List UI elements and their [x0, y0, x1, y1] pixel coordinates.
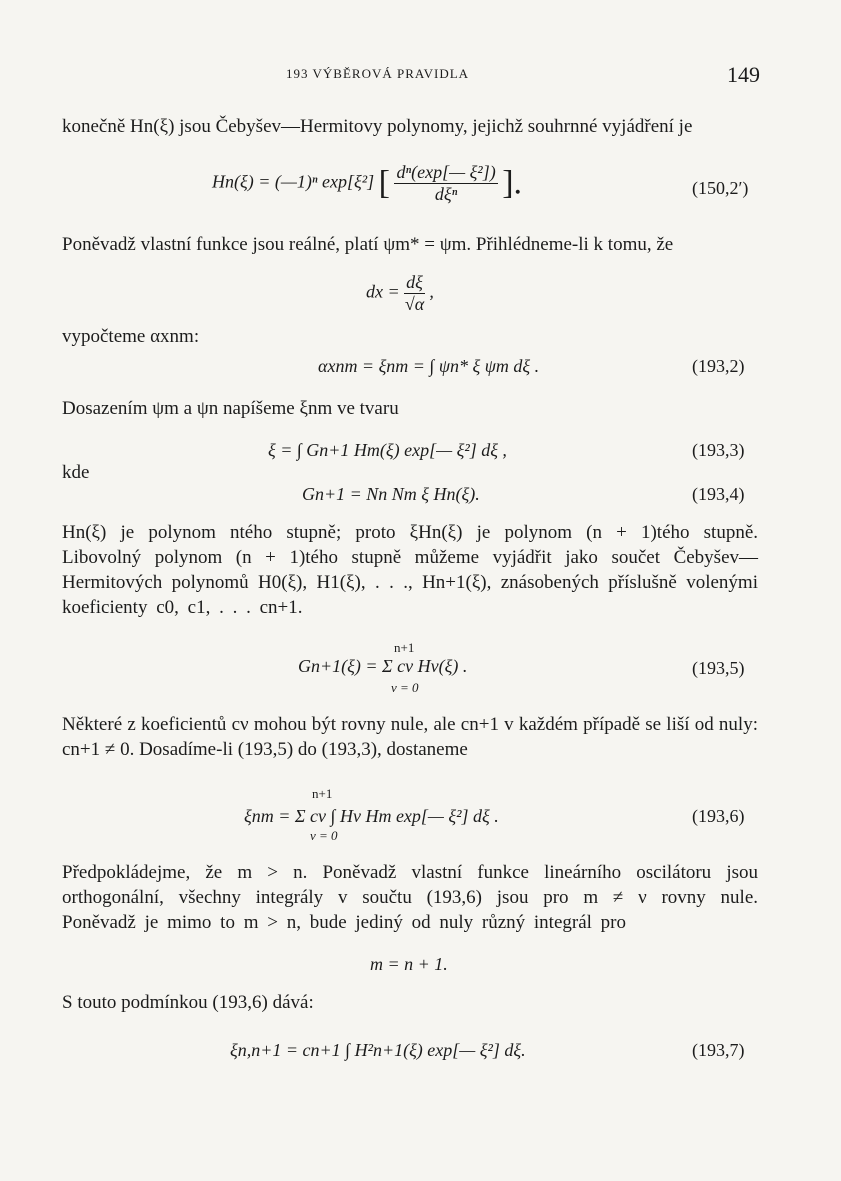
equation-193-4: Gn+1 = Nn Nm ξ Hn(ξ). — [302, 484, 480, 504]
equation-dx — [366, 272, 434, 315]
paragraph-coefficients: Některé z koeficientů cν mohou být rovny nule, ale cn+1 v každém případě se liší od nuly: cn+1 ≠ 0. Dosadíme-li (193,5) do (193,3), dostaneme — [62, 714, 758, 760]
equation-150-2-number: (150,2′) — [692, 178, 749, 198]
equation-193-7: ξn,n+1 = cn+1 ∫ H²n+1(ξ) exp[— ξ²] dξ. — [230, 1040, 526, 1060]
equation-193-2-number: (193,2) — [692, 356, 745, 376]
equation-193-7-number: (193,7) — [692, 1040, 745, 1060]
equation-150-2-fraction — [394, 162, 497, 205]
equation-dx-numerator: dξ — [406, 272, 423, 292]
paragraph-substitution: Dosazením ψm a ψn napíšeme ξnm ve tvaru — [62, 398, 399, 419]
equation-193-4-number: (193,4) — [692, 484, 745, 504]
running-title: 193 VÝBĚROVÁ PRAVIDLA — [286, 66, 470, 81]
equation-150-2-denominator: dξⁿ — [434, 184, 458, 204]
equation-193-5: Gn+1(ξ) = Σ cν Hν(ξ) . — [298, 656, 468, 676]
equation-150-2-numerator: dⁿ(exp[— ξ²]) — [396, 162, 496, 182]
paragraph-compute-alpha-x: vypočteme αxnm: — [62, 326, 200, 347]
equation-dx-lhs: dx = — [366, 281, 405, 302]
equation-193-5-upper-limit: n+1 — [394, 640, 415, 655]
equation-193-6-lower-limit: ν = 0 — [310, 828, 338, 843]
equation-193-6-number: (193,6) — [692, 806, 745, 826]
paragraph-real-functions: Poněvadž vlastní funkce jsou reálné, platí ψm* = ψm. Přihlédneme-li k tomu, že — [62, 234, 674, 255]
equation-193-2: αxnm = ξnm = ∫ ψn* ξ ψm dξ . — [318, 356, 540, 376]
equation-193-3: ξ = ∫ Gn+1 Hm(ξ) exp[— ξ²] dξ , — [268, 440, 507, 460]
paragraph-hermite-definition: konečně Hn(ξ) jsou Čebyšev—Hermitovy polynomy, jejichž souhrnné vyjádření je — [62, 116, 693, 137]
equation-193-6: ξnm = Σ cν ∫ Hν Hm exp[— ξ²] dξ . — [244, 806, 499, 826]
label-kde: kde — [62, 462, 90, 483]
equation-150-2: Hn(ξ) = (—1)ⁿ exp[ξ²] [ $\frac{\text{dⁿ(exp[— ξ²])}}{\text{dξⁿ}}$ ]. — [212, 162, 523, 204]
equation-193-3-number: (193,3) — [692, 440, 745, 460]
equation-dx-tail: , — [429, 281, 434, 302]
equation-193-6-upper-limit: n+1 — [312, 786, 333, 801]
equation-m-equals-n-plus-1: m = n + 1. — [370, 954, 448, 974]
equation-dx-denominator: √α — [404, 294, 425, 314]
paragraph-condition: S touto podmínkou (193,6) dává: — [62, 992, 314, 1013]
page-number: 149 — [727, 62, 760, 87]
equation-193-5-lower-limit: ν = 0 — [391, 680, 419, 695]
paragraph-polynomial-degree: Hn(ξ) je polynom ntého stupně; proto ξHn(ξ) je polynom (n + 1)tého stupně. Libovolný polynom (n + 1)tého stupně můžeme vyjádřit jako součet Čebyšev—Hermitových polynomů H0(ξ), H1(ξ), . . ., Hn+1(ξ), znásobených příslušně volenými koeficienty c0, c1, . . . cn+1. — [62, 522, 758, 618]
equation-150-2-lhs: Hn(ξ) = (—1)ⁿ exp[ξ²] — [212, 171, 375, 192]
equation-193-5-number: (193,5) — [692, 658, 745, 678]
equation-dx-fraction — [404, 272, 425, 315]
equation-150-2-tail: ]. — [502, 164, 523, 202]
page-header — [60, 62, 760, 92]
paragraph-orthogonality: Předpokládejme, že m > n. Poněvadž vlastní funkce lineárního oscilátoru jsou orthogonální, všechny integrály v součtu (193,6) jsou pro m ≠ ν rovny nule. Poněvadž je mimo to m > n, bude jediný od nuly různý integrál pro — [62, 862, 758, 933]
